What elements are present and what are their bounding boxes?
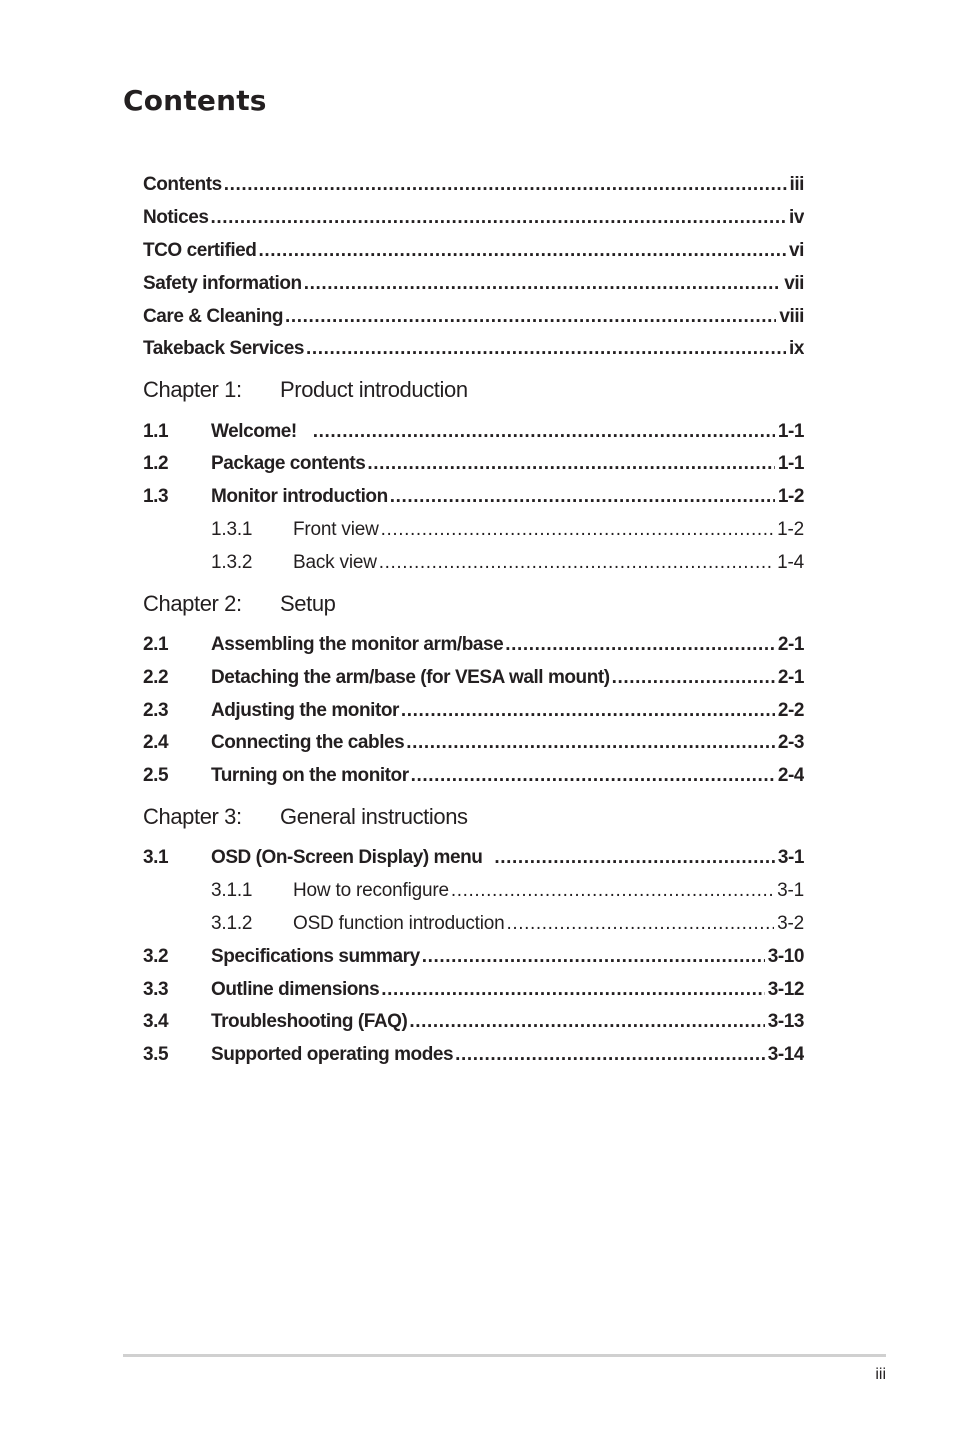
toc-entry-label: Troubleshooting (FAQ) bbox=[211, 1011, 408, 1032]
toc-entry-page: 1-2 bbox=[777, 519, 804, 540]
toc-entry-2-1[interactable] bbox=[143, 634, 804, 656]
toc-entry-label: OSD function introduction bbox=[293, 913, 505, 934]
toc-entry-1-3-2[interactable] bbox=[143, 552, 804, 574]
toc-entry-3-2[interactable] bbox=[143, 946, 804, 968]
toc-entry-page: 2-4 bbox=[777, 765, 804, 786]
leader-dots bbox=[612, 667, 775, 689]
toc-entry-page: 3-2 bbox=[777, 913, 804, 934]
section-number: 1.2 bbox=[143, 453, 169, 474]
footer-divider bbox=[123, 1354, 886, 1357]
leader-dots bbox=[505, 634, 775, 656]
toc-entry-2-2[interactable] bbox=[143, 667, 804, 689]
toc-entry-3-3[interactable] bbox=[143, 979, 804, 1001]
toc-entry-label: OSD (On-Screen Display) menu bbox=[211, 847, 483, 868]
subsection-number: 3.1.2 bbox=[211, 913, 253, 934]
chapter-number: Chapter 1: bbox=[143, 377, 242, 402]
chapter-number: Chapter 3: bbox=[143, 804, 242, 829]
section-number: 3.3 bbox=[143, 979, 169, 1000]
toc-entry-label: Package contents bbox=[211, 453, 366, 474]
toc-entry-page: iii bbox=[789, 174, 804, 195]
toc-entry-label: Detaching the arm/base (for VESA wall mount) bbox=[211, 667, 610, 688]
leader-dots bbox=[313, 421, 775, 443]
chapter-title: Setup bbox=[280, 591, 336, 616]
leader-dots bbox=[401, 700, 775, 722]
chapter-1-heading[interactable] bbox=[143, 377, 468, 403]
section-number: 3.1 bbox=[143, 847, 169, 868]
chapter-3-heading[interactable] bbox=[143, 804, 468, 830]
toc-entry-1-3-1[interactable] bbox=[143, 519, 804, 541]
toc-entry-3-1-1[interactable] bbox=[143, 880, 804, 902]
toc-entry-1-1[interactable] bbox=[143, 421, 804, 443]
toc-entry-label: Adjusting the monitor bbox=[211, 700, 399, 721]
toc-entry-page: 3-1 bbox=[777, 847, 804, 868]
footer-page-number: iii bbox=[875, 1366, 886, 1383]
toc-entry-page: vii bbox=[784, 273, 804, 294]
toc-entry-label: Outline dimensions bbox=[211, 979, 380, 1000]
toc-entry-contents[interactable] bbox=[143, 174, 804, 196]
leader-dots bbox=[379, 552, 774, 574]
toc-entry-care-cleaning[interactable] bbox=[143, 306, 804, 328]
leader-dots bbox=[381, 979, 765, 1001]
leader-dots bbox=[390, 486, 775, 508]
toc-entry-3-5[interactable] bbox=[143, 1044, 804, 1066]
toc-entry-page: iv bbox=[789, 207, 804, 228]
chapter-2-heading[interactable] bbox=[143, 591, 336, 617]
toc-entry-label: Takeback Services bbox=[143, 338, 305, 359]
leader-dots bbox=[422, 946, 765, 968]
leader-dots bbox=[409, 1011, 764, 1033]
leader-dots bbox=[367, 453, 775, 475]
leader-dots bbox=[494, 847, 774, 869]
leader-dots bbox=[451, 880, 774, 902]
toc-entry-page: 3-14 bbox=[767, 1044, 804, 1065]
toc-entry-2-3[interactable] bbox=[143, 700, 804, 722]
toc-entry-takeback-services[interactable] bbox=[143, 338, 804, 360]
toc-entry-label: Front view bbox=[293, 519, 379, 540]
toc-entry-page: 1-2 bbox=[777, 486, 804, 507]
toc-entry-3-1-2[interactable] bbox=[143, 913, 804, 935]
section-number: 2.4 bbox=[143, 732, 169, 753]
toc-entry-label: Monitor introduction bbox=[211, 486, 388, 507]
leader-dots bbox=[507, 913, 775, 935]
toc-entry-notices[interactable] bbox=[143, 207, 804, 229]
leader-dots bbox=[381, 519, 774, 541]
toc-entry-page: 3-10 bbox=[767, 946, 804, 967]
chapter-title: General instructions bbox=[280, 804, 468, 829]
subsection-number: 3.1.1 bbox=[211, 880, 253, 901]
leader-dots bbox=[285, 306, 776, 328]
toc-entry-page: 3-12 bbox=[767, 979, 804, 1000]
leader-dots bbox=[258, 240, 786, 262]
toc-entry-label: Notices bbox=[143, 207, 209, 228]
section-number: 1.3 bbox=[143, 486, 169, 507]
toc-entry-tco-certified[interactable] bbox=[143, 240, 804, 262]
leader-dots bbox=[304, 273, 782, 295]
toc-entry-label: TCO certified bbox=[143, 240, 257, 261]
toc-entry-page: vi bbox=[789, 240, 804, 261]
toc-entry-page: 1-4 bbox=[777, 552, 804, 573]
toc-entry-label: Back view bbox=[293, 552, 377, 573]
toc-entry-label: Turning on the monitor bbox=[211, 765, 409, 786]
toc-entry-3-1[interactable] bbox=[143, 847, 804, 869]
section-number: 3.4 bbox=[143, 1011, 169, 1032]
toc-entry-label: Assembling the monitor arm/base bbox=[211, 634, 504, 655]
section-number: 2.3 bbox=[143, 700, 169, 721]
toc-entry-2-4[interactable] bbox=[143, 732, 804, 754]
section-number: 3.5 bbox=[143, 1044, 169, 1065]
subsection-number: 1.3.2 bbox=[211, 552, 253, 573]
toc-entry-page: 1-1 bbox=[777, 421, 804, 442]
toc-entry-label: Safety information bbox=[143, 273, 302, 294]
toc-entry-label: Contents bbox=[143, 174, 222, 195]
toc-entry-label: Care & Cleaning bbox=[143, 306, 284, 327]
toc-entry-3-4[interactable] bbox=[143, 1011, 804, 1033]
leader-dots bbox=[411, 765, 775, 787]
toc-entry-page: viii bbox=[779, 306, 804, 327]
toc-entry-page: ix bbox=[789, 338, 804, 359]
toc-entry-label: Supported operating modes bbox=[211, 1044, 454, 1065]
toc-entry-page: 3-13 bbox=[767, 1011, 804, 1032]
chapter-title: Product introduction bbox=[280, 377, 468, 402]
chapter-number: Chapter 2: bbox=[143, 591, 242, 616]
toc-entry-page: 2-3 bbox=[777, 732, 804, 753]
page-title: Contents bbox=[123, 84, 267, 117]
toc-entry-safety-information[interactable] bbox=[143, 273, 804, 295]
leader-dots bbox=[210, 207, 786, 229]
section-number: 2.5 bbox=[143, 765, 169, 786]
toc-entry-1-3[interactable] bbox=[143, 486, 804, 508]
subsection-number: 1.3.1 bbox=[211, 519, 253, 540]
leader-dots bbox=[455, 1044, 765, 1066]
leader-dots bbox=[306, 338, 786, 360]
toc-entry-label: Welcome! bbox=[211, 421, 297, 442]
toc-entry-page: 2-1 bbox=[777, 634, 804, 655]
toc-entry-label: Connecting the cables bbox=[211, 732, 405, 753]
toc-entry-label: Specifications summary bbox=[211, 946, 420, 967]
leader-dots bbox=[224, 174, 787, 196]
toc-entry-page: 1-1 bbox=[777, 453, 804, 474]
toc-entry-2-5[interactable] bbox=[143, 765, 804, 787]
toc-entry-label: How to reconfigure bbox=[293, 880, 449, 901]
section-number: 3.2 bbox=[143, 946, 169, 967]
leader-dots bbox=[406, 732, 775, 754]
toc-entry-page: 2-2 bbox=[777, 700, 804, 721]
toc-entry-1-2[interactable] bbox=[143, 453, 804, 475]
section-number: 2.1 bbox=[143, 634, 169, 655]
section-number: 1.1 bbox=[143, 421, 169, 442]
toc-entry-page: 2-1 bbox=[777, 667, 804, 688]
section-number: 2.2 bbox=[143, 667, 169, 688]
toc-entry-page: 3-1 bbox=[777, 880, 804, 901]
